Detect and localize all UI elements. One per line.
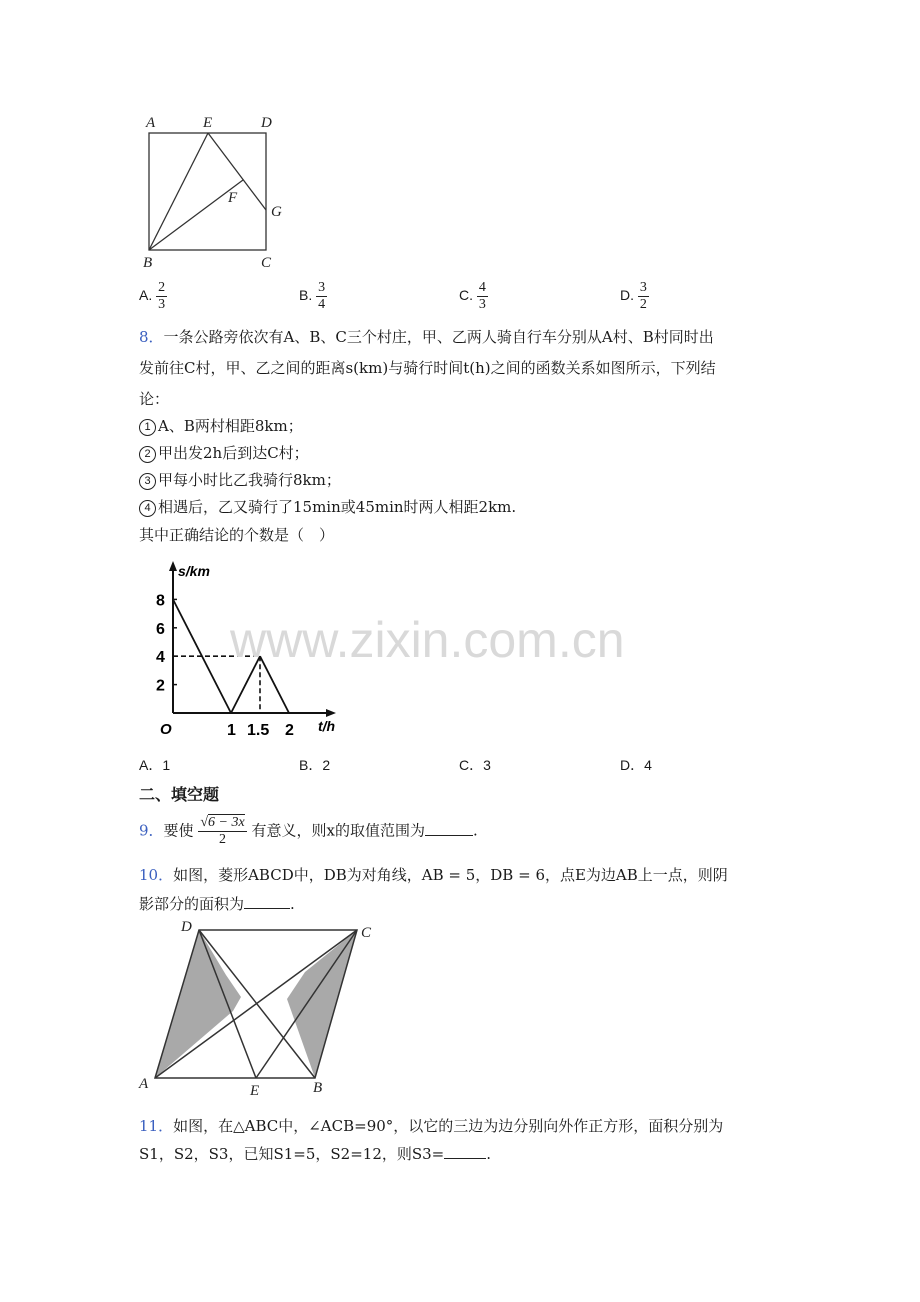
q10-line2: 影部分的面积为 . xyxy=(139,895,295,913)
q11-line1: 11．如图，在△ABC中，∠ACB=90°，以它的三边为边分别向外作正方形，面积分别为 xyxy=(139,1117,724,1135)
q7-option-a: A. $\frac{2}{3}$ xyxy=(139,280,166,312)
label-g: G xyxy=(271,204,282,220)
q8-statement-2: 2 甲出发2h后到达C村； xyxy=(139,442,309,463)
q8-option-d: D．4 xyxy=(620,757,652,773)
q8-question: 其中正确结论的个数是（ ） xyxy=(139,526,335,544)
y-tick-label: 6 xyxy=(156,620,165,638)
y-tick-label: 8 xyxy=(156,592,165,610)
label-c: C xyxy=(361,925,372,941)
q11-number: 11． xyxy=(139,1117,174,1135)
q7-option-b: B. $\frac{3}{4}$ xyxy=(299,280,326,312)
y-tick-label: 2 xyxy=(156,677,165,695)
q9-fraction: $\frac{√6 - 3x}{2}$ xyxy=(200,815,245,847)
rhombus-figure xyxy=(135,915,395,1100)
svg-text:www.zixin.com.cn: www.zixin.com.cn xyxy=(230,612,625,668)
q8-option-b: B．2 xyxy=(299,757,331,773)
label-d: D xyxy=(261,115,272,131)
q10-line1: 10．如图，菱形ABCD中，DB为对角线，AB = 5，DB = 6，点E为边AB上一点，则阴 xyxy=(139,866,728,884)
y-tick-label: 4 xyxy=(156,649,165,667)
x-axis-label: t/h xyxy=(318,718,336,734)
q7-option-d: D. $\frac{3}{2}$ xyxy=(620,280,647,312)
label-b: B xyxy=(143,255,153,271)
q9-line: 9．要使 $\frac{√6 - 3x}{2}$ 有意义，则x的取值范围为 . xyxy=(139,815,478,847)
label-b: B xyxy=(313,1080,323,1096)
q8-statement-1: 1 A、B两村相距8km； xyxy=(139,415,303,436)
y-axis-arrow xyxy=(169,561,177,571)
x-tick-label: 1.5 xyxy=(247,722,270,739)
q8-line1: 8．一条公路旁依次有A、B、C三个村庄，甲、乙两人骑自行车分别从A村、B村同时出 xyxy=(139,328,714,346)
q8-number: 8． xyxy=(139,328,164,346)
y-axis-label: s/km xyxy=(178,563,210,579)
label-f: F xyxy=(228,190,238,206)
square-figure xyxy=(140,110,300,275)
q8-option-a: A．1 xyxy=(139,757,171,773)
section-title: 二、填空题 xyxy=(139,785,220,804)
q8-line2: 发前往C村，甲、乙之间的距离s(km)与骑行时间t(h)之间的函数关系如图所示，下列结 xyxy=(139,359,716,377)
label-e: E xyxy=(203,115,213,131)
q8-line3: 论： xyxy=(139,390,170,408)
q8-statement-4: 4 相遇后，乙又骑行了15min或45min时两人相距2km. xyxy=(139,496,516,517)
q11-line2: S1，S2，S3，已知S1=5，S2=12，则S3= . xyxy=(139,1145,492,1163)
q10-number: 10． xyxy=(139,866,174,884)
label-e: E xyxy=(250,1083,260,1099)
q8-statement-3: 3 甲每小时比乙我骑行8km； xyxy=(139,469,341,490)
label-d: D xyxy=(181,919,192,935)
q7-option-c: C. $\frac{4}{3}$ xyxy=(459,280,486,312)
q8-option-c: C．3 xyxy=(459,757,491,773)
label-c: C xyxy=(261,255,272,271)
origin-label: O xyxy=(160,721,172,738)
label-a: A xyxy=(139,1076,149,1092)
x-axis-arrow xyxy=(326,709,336,717)
label-a: A xyxy=(146,115,156,131)
x-tick-label: 2 xyxy=(285,722,294,739)
x-tick-label: 1 xyxy=(227,722,236,739)
watermark xyxy=(230,605,700,670)
q9-number: 9． xyxy=(139,821,164,840)
